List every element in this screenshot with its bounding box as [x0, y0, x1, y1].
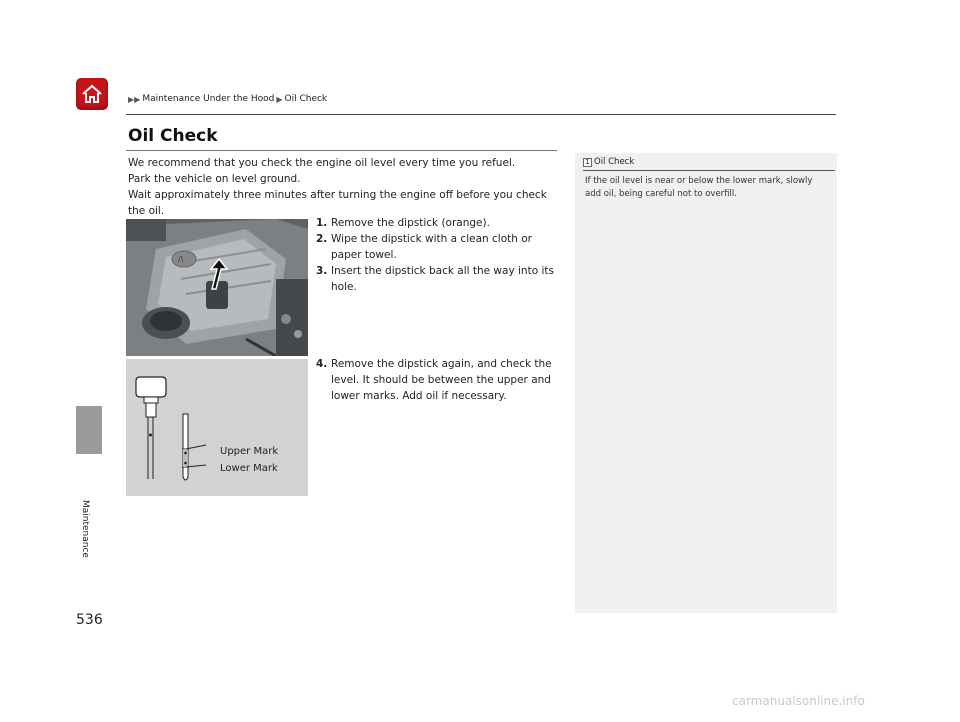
- home-button[interactable]: [76, 78, 108, 110]
- title-divider: [126, 150, 557, 151]
- step-number: 3.: [316, 265, 328, 277]
- breadcrumb-arrow-icon: ▶: [276, 94, 283, 104]
- step-item: [316, 215, 562, 231]
- svg-text:/\: /\: [178, 255, 184, 264]
- home-icon: [81, 84, 103, 104]
- breadcrumb-link-maintenance-under-hood[interactable]: Maintenance Under the Hood: [142, 94, 275, 104]
- step-number: 1.: [316, 217, 328, 229]
- header-divider: [126, 114, 836, 115]
- engine-bay-photo: [126, 219, 308, 356]
- section-tab-label: Maintenance: [80, 500, 90, 558]
- sidebar-body: If the oil level is near or below the lower mark, slowly add oil, being careful not to overfill.: [585, 176, 813, 199]
- step-text: Remove the dipstick (orange).: [331, 217, 490, 229]
- step-text: Remove the dipstick again, and check the level. It should be between the upper and lower marks. Add oil if necessary.: [331, 358, 552, 402]
- note-ref-icon: 1: [583, 158, 592, 167]
- sidebar-header: [583, 157, 634, 167]
- step-text: Wipe the dipstick with a clean cloth or paper towel.: [331, 233, 532, 261]
- page-title: Oil Check: [128, 126, 218, 146]
- step-item: [316, 356, 562, 404]
- intro-line: Wait approximately three minutes after turning the engine off before you check the oil.: [128, 189, 547, 217]
- step-number: 2.: [316, 233, 328, 245]
- steps-list-2: [316, 356, 562, 404]
- watermark-text: carmanualsonline.info: [732, 694, 865, 708]
- lower-mark-label: Lower Mark: [220, 463, 278, 474]
- sidebar-note: [575, 153, 837, 613]
- section-tab-marker[interactable]: [76, 406, 102, 454]
- steps-list-1: [316, 215, 562, 295]
- step-item: [316, 263, 562, 295]
- intro-line: Park the vehicle on level ground.: [128, 173, 301, 185]
- intro-line: We recommend that you check the engine oil level every time you refuel.: [128, 157, 516, 169]
- page-number: 536: [76, 612, 103, 628]
- step-number: 4.: [316, 358, 328, 370]
- breadcrumb-current: Oil Check: [284, 94, 328, 104]
- dipstick-illustration: [126, 359, 308, 496]
- step-item: [316, 231, 562, 263]
- intro-text: [128, 155, 560, 219]
- dipstick-diagram: [126, 359, 308, 496]
- step-text: Insert the dipstick back all the way into its hole.: [331, 265, 554, 293]
- sidebar-title: Oil Check: [594, 157, 635, 167]
- breadcrumb-arrow-icon: ▶▶: [128, 94, 141, 104]
- upper-mark-label: Upper Mark: [220, 446, 279, 457]
- engine-bay-illustration: [126, 219, 308, 356]
- sidebar-divider: [583, 170, 835, 171]
- breadcrumb: [128, 94, 327, 104]
